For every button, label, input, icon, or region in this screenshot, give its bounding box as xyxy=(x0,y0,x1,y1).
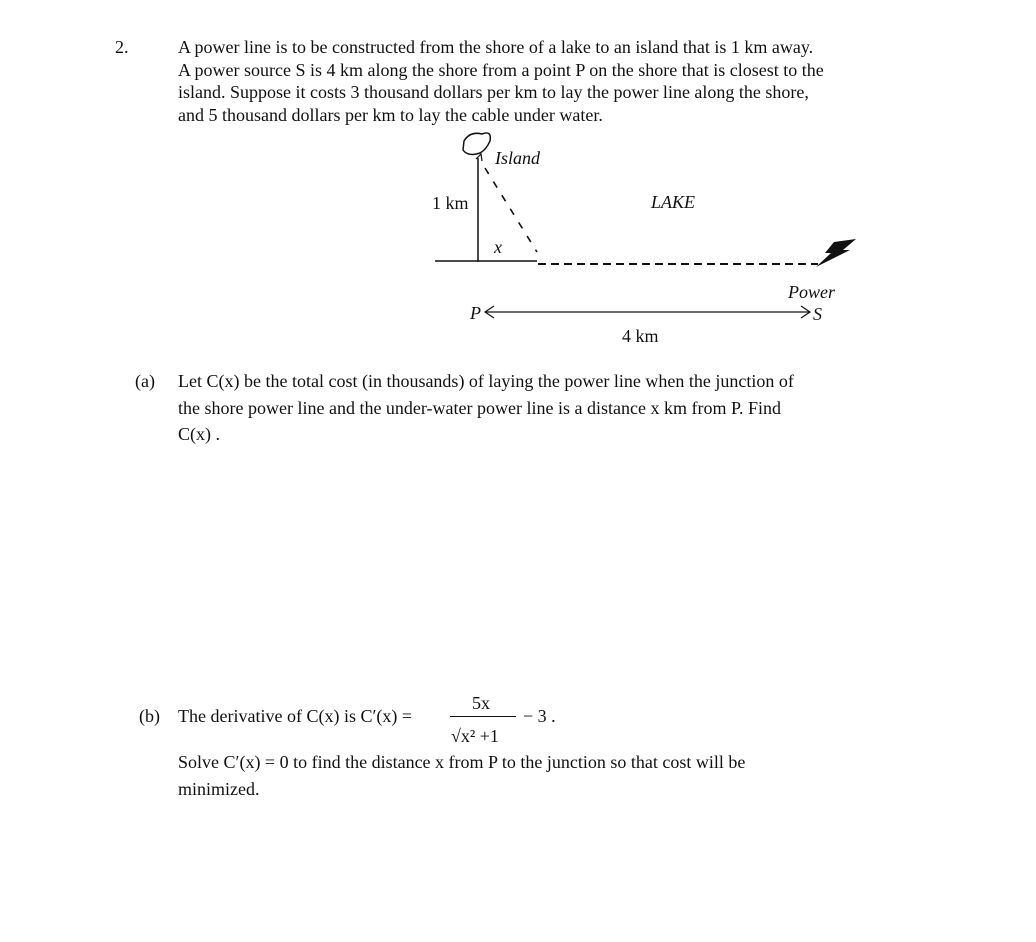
derivative-suffix: − 3 . xyxy=(523,706,556,726)
fraction-numerator: 5x xyxy=(472,693,490,713)
question-line: the shore power line and the under-water power line is a distance x km from P. Find xyxy=(178,397,781,418)
island-shape xyxy=(463,133,490,155)
part-b-instruction-end: minimized. xyxy=(178,779,260,799)
derivative-intro: The derivative of C(x) is C′(x) = xyxy=(178,706,413,726)
junction-distance-label: x xyxy=(494,237,502,257)
lake-label: LAKE xyxy=(651,192,696,212)
lake-diagram xyxy=(0,0,1036,360)
part-a-question xyxy=(178,371,794,451)
source-s-label: S xyxy=(813,304,822,324)
point-p-label: P xyxy=(470,303,481,323)
fraction-bar xyxy=(450,716,516,717)
part-b-instruction: Solve C′(x) = 0 to find the distance x from P to the junction so that cost will be xyxy=(178,752,746,772)
denominator-expression: √x² +1 xyxy=(451,726,499,746)
power-label: Power xyxy=(788,282,835,302)
question-line: Let C(x) be the total cost (in thousands) of laying the power line when the junction of xyxy=(178,371,794,391)
island-label: Island xyxy=(495,148,540,168)
statement-line: and 5 thousand dollars per km to lay the cable under water. xyxy=(178,104,603,125)
problem-number: 2. xyxy=(115,37,129,57)
part-a-label: (a) xyxy=(135,371,155,391)
statement-line: A power line is to be constructed from the shore of a lake to an island that is 1 km away. xyxy=(178,37,814,57)
question-line: C(x) . xyxy=(178,424,220,444)
statement-line: island. Suppose it costs 3 thousand dollars per km to lay the power line along the shore, xyxy=(178,82,809,102)
part-b-label: (b) xyxy=(139,706,160,726)
shore-distance-label: 4 km xyxy=(622,326,659,346)
underwater-cable-line xyxy=(485,168,537,252)
statement-line: A power source S is 4 km along the shore from a point P on the shore that is closest to the xyxy=(178,59,824,80)
island-pointer xyxy=(476,154,482,161)
lightning-bolt-icon xyxy=(816,239,856,267)
fraction-denominator xyxy=(451,722,531,748)
island-distance-label: 1 km xyxy=(432,193,469,213)
